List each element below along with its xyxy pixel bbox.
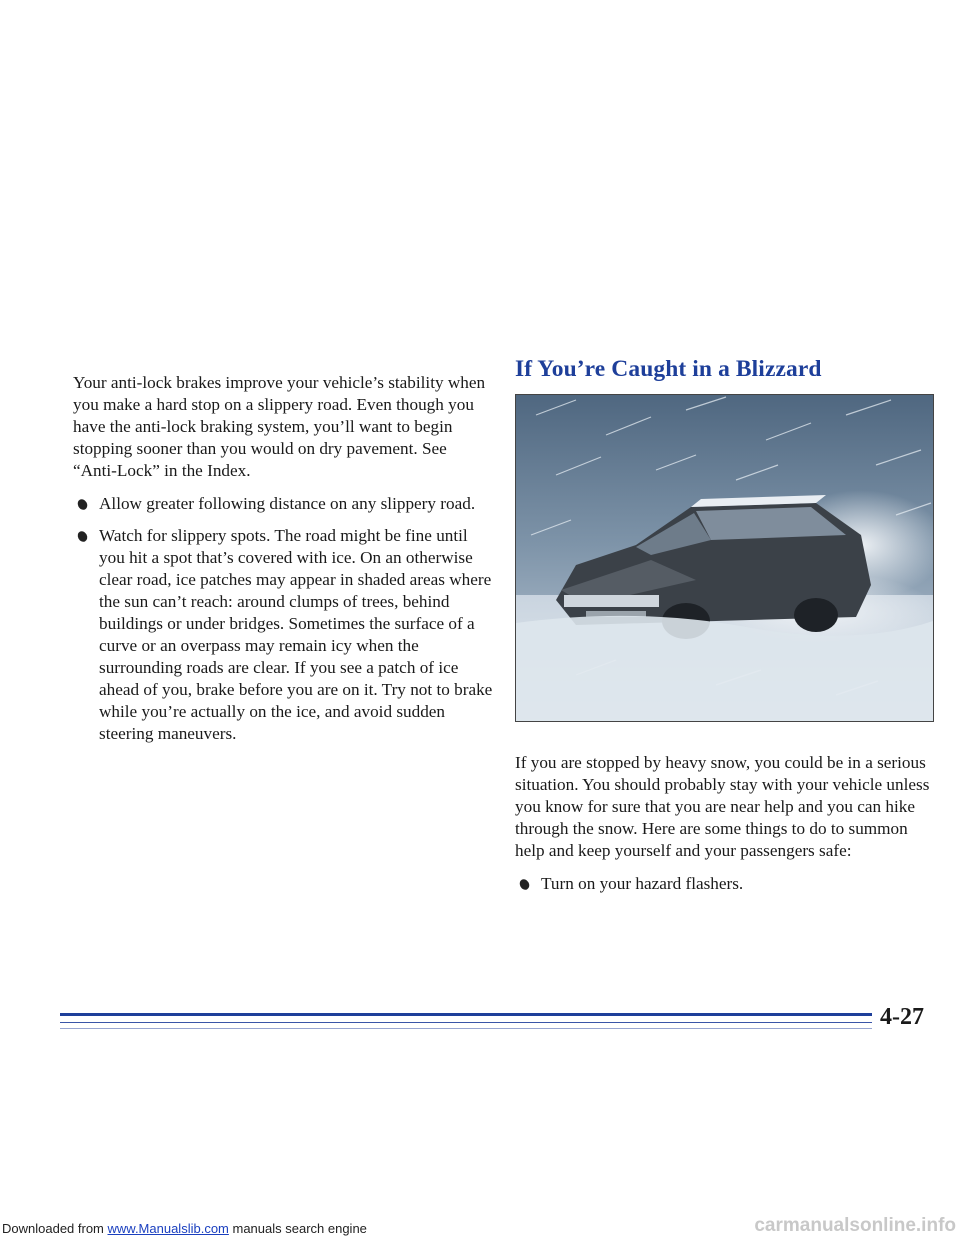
bullet-item [515, 873, 935, 895]
intro-paragraph: Your anti-lock brakes improve your vehicle’s stability when you make a hard stop on a slippery road. Even though you have the anti-lock braking system, you’ll want to begin stopping sooner than you would on dry pavement. See “Anti-Lock” in the Index. [73, 373, 486, 480]
bullet-item [73, 493, 493, 515]
left-column [73, 372, 493, 755]
bullet-item [73, 525, 493, 745]
section-heading: If You’re Caught in a Blizzard [515, 356, 822, 382]
bullet-icon [518, 878, 531, 892]
blizzard-car-photo [515, 394, 934, 722]
page-rule-thin [60, 1028, 872, 1029]
right-text-block [515, 752, 935, 895]
watermark: carmanualsonline.info [754, 1215, 956, 1236]
page-rule [60, 1013, 872, 1016]
page-number: 4-27 [880, 1004, 924, 1030]
right-column [515, 356, 935, 905]
footer-suffix: manuals search engine [228, 1221, 367, 1236]
bullet-text: Turn on your hazard flashers. [541, 874, 744, 893]
footer [2, 1221, 367, 1236]
bullet-text: Watch for slippery spots. The road might be fine until you hit a spot that’s covered with ice. On an otherwise clear road, ice patches may appear in shaded areas where the sun can’t reach: around clumps of trees, behind buildings or under bridges. Sometimes the surface of a curve or an overpass may remain icy when the surrounding roads are clear. If you see a patch of ice ahead of you, brake before you are on it. Try not to brake while you’re actually on the ice, and avoid sudden steering maneuvers. [99, 526, 493, 743]
footer-prefix: Downloaded from [2, 1221, 108, 1236]
blizzard-paragraph: If you are stopped by heavy snow, you could be in a serious situation. You should probably stay with your vehicle unless you know for sure that you are near help and you can hike through the snow. Here are some things to do to summon help and keep yourself and your passengers safe: [515, 753, 930, 860]
bullet-icon [76, 498, 89, 512]
bullet-text: Allow greater following distance on any slippery road. [99, 494, 476, 513]
page-rule-thin [60, 1022, 872, 1023]
bullet-icon [76, 530, 89, 544]
manualslib-link[interactable]: www.Manualslib.com [107, 1221, 229, 1236]
